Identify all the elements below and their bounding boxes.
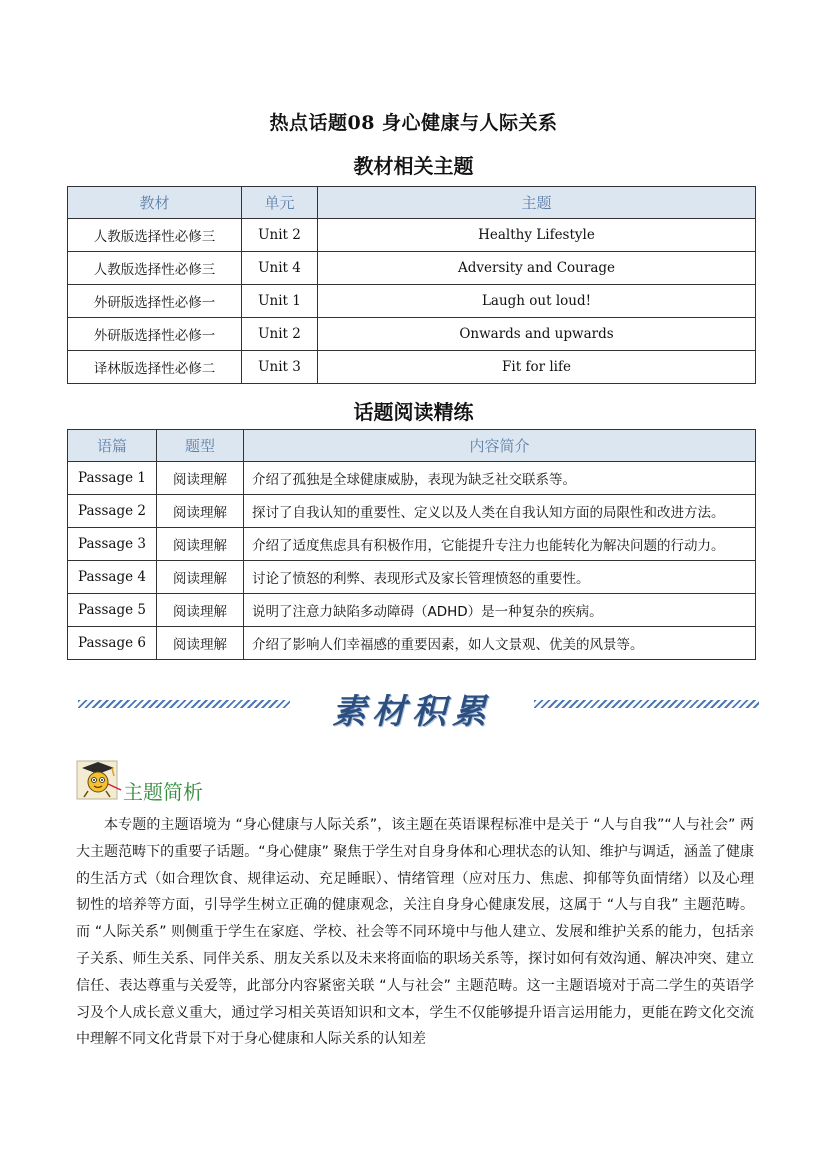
column-header: 题型 (157, 430, 244, 462)
passage-cell: Passage 1 (68, 462, 157, 495)
summary-cell: 探讨了自我认知的重要性、定义以及人类在自我认知方面的局限性和改进方法。 (244, 495, 756, 528)
passage-cell: Passage 3 (68, 528, 157, 561)
passage-cell: Passage 6 (68, 627, 157, 660)
column-header: 主题 (318, 187, 756, 219)
question-type-cell: 阅读理解 (157, 462, 244, 495)
unit-cell: Unit 1 (242, 285, 318, 318)
topic-cell: Healthy Lifestyle (318, 219, 756, 252)
summary-cell: 介绍了影响人们幸福感的重要因素，如人文景观、优美的风景等。 (244, 627, 756, 660)
passage-cell: Passage 4 (68, 561, 157, 594)
topic-cell: Adversity and Courage (318, 252, 756, 285)
banner-divider-left (78, 700, 290, 708)
textbook-topics-heading: 教材相关主题 (353, 154, 474, 178)
table-row (68, 528, 756, 561)
page-title: 热点话题08 身心健康与人际关系 (269, 112, 558, 134)
reading-practice-heading: 话题阅读精练 (353, 400, 474, 424)
table-row (68, 594, 756, 627)
table-row (68, 285, 756, 318)
banner-divider-right (534, 700, 759, 708)
topic-analysis-paragraph: 本专题的主题语境为 “身心健康与人际关系”，该主题在英语课程标准中是关于 “人与自我”“人与社会” 两大主题范畴下的重要子话题。“身心健康” 聚焦于学生对自身身体和心理状态的认知、维护与调适，涵盖了健康的生活方式（如合理饮食、规律运动、充足睡眠）、情绪管理（应对压力、焦虑、抑郁等负面情绪）以及心理韧性的培养等方面，引导学生树立正确的健康观念，关注自身身心健康发展，这属于 “人与自我” 主题范畴。而 “人际关系” 则侧重于学生在家庭、学校、社会等不同环境中与他人建立、发展和维护关系的能力，包括亲子关系、师生关系、同伴关系、朋友关系以及未来将面临的职场关系等，探讨如何有效沟通、解决冲突、建立信任、表达尊重与关爱等，此部分内容紧密关联 “人与社会” 主题范畴。这一主题语境对于高二学生的英语学习及个人成长意义重大，通过学习相关英语知识和文本，学生不仅能够提升语言运用能力，更能在跨文化交流中理解不同文化背景下对于身心健康和人际关系的认知差 (76, 817, 754, 1048)
table-row (68, 351, 756, 384)
question-type-cell: 阅读理解 (157, 528, 244, 561)
question-type-cell: 阅读理解 (157, 561, 244, 594)
textbook-cell: 译林版选择性必修二 (68, 351, 242, 384)
textbook-cell: 外研版选择性必修一 (68, 285, 242, 318)
reading-passages-table (67, 429, 756, 660)
question-type-cell: 阅读理解 (157, 495, 244, 528)
graduate-mascot-icon (76, 758, 122, 800)
table-row (68, 318, 756, 351)
textbook-cell: 外研版选择性必修一 (68, 318, 242, 351)
table-row (68, 495, 756, 528)
unit-cell: Unit 3 (242, 351, 318, 384)
summary-cell: 介绍了孤独是全球健康威胁，表现为缺乏社交联系等。 (244, 462, 756, 495)
textbook-cell: 人教版选择性必修三 (68, 219, 242, 252)
unit-cell: Unit 2 (242, 219, 318, 252)
banner-title: 素材积累 (332, 692, 492, 732)
unit-cell: Unit 2 (242, 318, 318, 351)
table-row (68, 252, 756, 285)
unit-cell: Unit 4 (242, 252, 318, 285)
table-header-row (68, 187, 756, 219)
summary-cell: 介绍了适度焦虑具有积极作用，它能提升专注力也能转化为解决问题的行动力。 (244, 528, 756, 561)
table-row (68, 462, 756, 495)
column-header: 语篇 (68, 430, 157, 462)
passage-cell: Passage 2 (68, 495, 157, 528)
topic-cell: Laugh out loud! (318, 285, 756, 318)
column-header: 教材 (68, 187, 242, 219)
table-row (68, 561, 756, 594)
column-header: 内容简介 (244, 430, 756, 462)
section-heading: 主题简析 (123, 780, 203, 804)
column-header: 单元 (242, 187, 318, 219)
summary-cell: 说明了注意力缺陷多动障碍（ADHD）是一种复杂的疾病。 (244, 594, 756, 627)
summary-cell: 讨论了愤怒的利弊、表现形式及家长管理愤怒的重要性。 (244, 561, 756, 594)
table-row (68, 219, 756, 252)
topic-cell: Fit for life (318, 351, 756, 384)
passage-cell: Passage 5 (68, 594, 157, 627)
table-header-row (68, 430, 756, 462)
question-type-cell: 阅读理解 (157, 627, 244, 660)
table-row (68, 627, 756, 660)
textbook-cell: 人教版选择性必修三 (68, 252, 242, 285)
question-type-cell: 阅读理解 (157, 594, 244, 627)
textbook-topics-table (67, 186, 756, 384)
topic-cell: Onwards and upwards (318, 318, 756, 351)
